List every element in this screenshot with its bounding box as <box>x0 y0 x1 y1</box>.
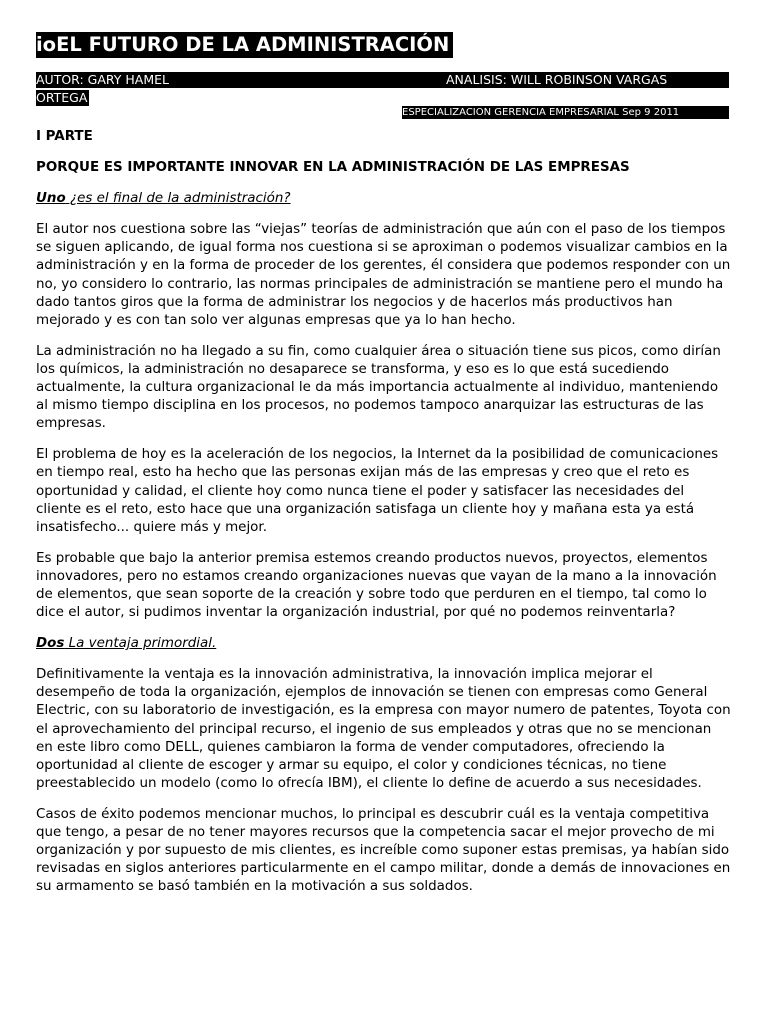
subheading-number: Uno <box>36 191 66 207</box>
subheading-title: ¿es el final de la administración? <box>65 191 291 207</box>
paragraph: La administración no ha llegado a su fin, como cualquier área o situación tiene sus picos, como dirían los químicos, la administración no desaparece se transforma, y eso es lo que está sucediendo actualmente, la cultura organizacional le da más importancia actualmente al individuo, manteniendo al mismo tiempo disciplina en los procesos, no podemos tampoco anarquizar las estructuras de las empresas. <box>36 343 721 432</box>
subheading-number: Dos <box>36 636 65 652</box>
paragraph: Es probable que bajo la anterior premisa estemos creando productos nuevos, proyectos, elementos innovadores, pero no estamos creando organizaciones nuevas que vayan de la mano a la innovación de elementos, que sean soporte de la creación y sobre todo que perduren en el tiempo, tal como lo dice el autor, si pudimos inventar la organización industrial, por qué no podemos reinventarla? <box>36 550 717 621</box>
specialization-label: ESPECIALIZACION GERENCIA EMPRESARIAL Sep 9 2011 <box>402 106 729 119</box>
analysis-label: ANALISIS: WILL ROBINSON VARGAS <box>446 72 668 87</box>
paragraph: El problema de hoy es la aceleración de los negocios, la Internet da la posibilidad de comunicaciones en tiempo real, esto ha hecho que las personas exijan más de las empresas y creo que el reto es oportunidad y calidad, el cliente hoy como nunca tiene el poder y satisfacer las necesidades del cliente es el reto, esto hace que una organización satisfaga un cliente hoy y mañana esta ya está insatisfecho... quiere más y mejor. <box>36 447 719 535</box>
section-heading: PORQUE ES IMPORTANTE INNOVAR EN LA ADMINISTRACIÓN DE LAS EMPRESAS <box>36 160 630 176</box>
paragraph: El autor nos cuestiona sobre las “viejas” teorías de administración que aún con el paso de los tiempos se siguen aplicando, de igual forma nos cuestiona si se aproximan o podemos visualizar cambios en la administración y en la forma de proceder de los gerentes, él considera que podemos responder con un no, yo considero lo contrario, las normas principales de administración se mantiene pero el mundo ha dado tantos giros que la forma de administrar los negocios y de hacerlos más productivos han mejorado y es con tan solo ver algunas empresas que ya lo han hecho. <box>36 222 731 328</box>
subheading-dos <box>36 635 732 653</box>
author-label: AUTOR: GARY HAMEL <box>36 72 169 87</box>
part-heading: I PARTE <box>36 129 93 144</box>
analysis-label-continued: ORTEGA <box>36 90 88 105</box>
paragraph: Casos de éxito podemos mencionar muchos, lo principal es descubrir cuál es la ventaja competitiva que tengo, a pesar de no tener mayores recursos que la competencia sacar el mejor provecho de mi organización y por supuesto de mis clientes, es increíble como suponer estas premisas, ya habían sido revisadas en siglos anteriores particularmente en el campo militar, donde a demás de innovaciones en su armamento se basó también en la motivación a sus soldados. <box>36 806 731 895</box>
document-body <box>36 128 732 909</box>
paragraph: Definitivamente la ventaja es la innovación administrativa, la innovación implica mejorar el desempeño de toda la organización, ejemplos de innovación se tienen con empresas como General Electric, con su laboratorio de investigación, es la empresa con mayor numero de patentes, Toyota con el aprovechamiento del principal recurso, el ingenio de sus empleados y otras que no se mencionan en este libro como DELL, quienes cambiaron la forma de vender computadores, ofreciendo la oportunidad al cliente de escoger y armar su equipo, el color y condiciones técnicas, no tiene preestablecido un modelo (como lo ofrecía IBM), el cliente lo define de acuerdo a sus necesidades. <box>36 667 731 791</box>
subheading-uno <box>36 190 732 208</box>
author-bar <box>36 72 729 88</box>
subheading-title: La ventaja primordial. <box>64 636 217 652</box>
document-title: ioEL FUTURO DE LA ADMINISTRACIÓN <box>36 32 453 58</box>
